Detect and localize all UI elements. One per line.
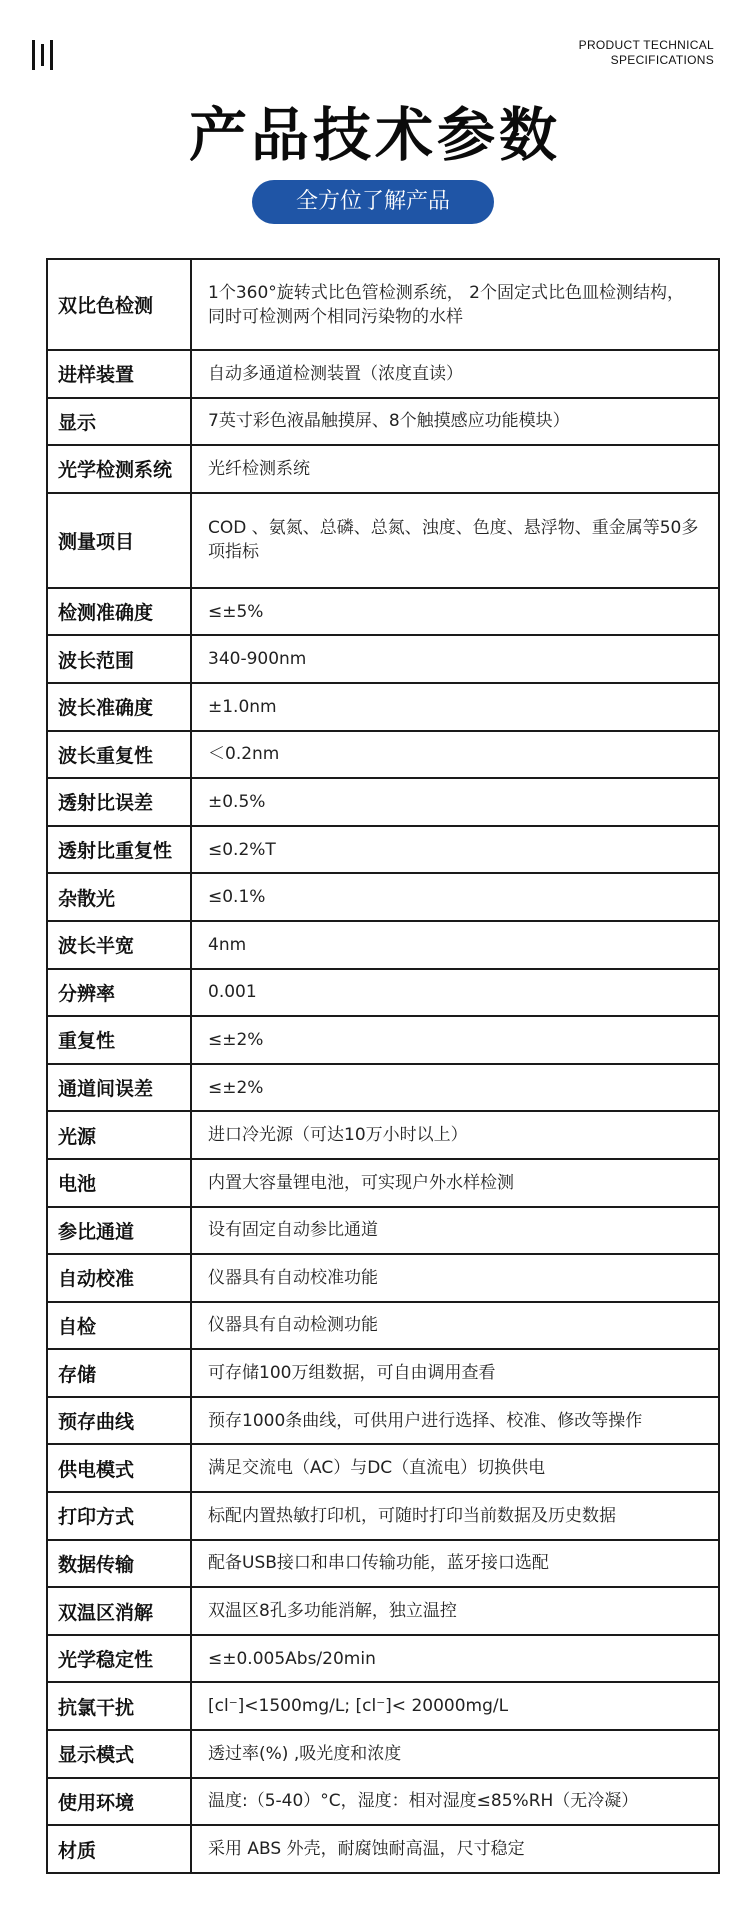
spec-label: 参比通道 xyxy=(47,1207,191,1255)
corner-caption-line2: SPECIFICATIONS xyxy=(610,53,714,67)
spec-value: 光纤检测系统 xyxy=(191,445,719,493)
spec-value: ≤±5% xyxy=(191,588,719,636)
spec-row xyxy=(47,259,719,350)
spec-label: 显示模式 xyxy=(47,1730,191,1778)
spec-value: ≤±2% xyxy=(191,1016,719,1064)
spec-row xyxy=(47,493,719,588)
spec-label: 存储 xyxy=(47,1349,191,1397)
spec-label: 波长准确度 xyxy=(47,683,191,731)
spec-label: 双比色检测 xyxy=(47,259,191,350)
spec-row xyxy=(47,588,719,636)
spec-value: ≤±0.005Abs/20min xyxy=(191,1635,719,1683)
spec-label: 重复性 xyxy=(47,1016,191,1064)
spec-row xyxy=(47,778,719,826)
spec-row xyxy=(47,445,719,493)
spec-value: 设有固定自动参比通道 xyxy=(191,1207,719,1255)
spec-value: 内置大容量锂电池，可实现户外水样检测 xyxy=(191,1159,719,1207)
spec-label: 材质 xyxy=(47,1825,191,1873)
spec-label: 检测准确度 xyxy=(47,588,191,636)
spec-label: 透射比重复性 xyxy=(47,826,191,874)
spec-label: 测量项目 xyxy=(47,493,191,588)
spec-row xyxy=(47,635,719,683)
spec-row xyxy=(47,1587,719,1635)
spec-value: 温度:（5-40）°C，湿度：相对湿度≤85%RH（无冷凝） xyxy=(191,1778,719,1826)
spec-label: 分辨率 xyxy=(47,969,191,1017)
spec-row xyxy=(47,1302,719,1350)
spec-row xyxy=(47,969,719,1017)
spec-label: 杂散光 xyxy=(47,873,191,921)
spec-row xyxy=(47,683,719,731)
spec-label: 使用环境 xyxy=(47,1778,191,1826)
spec-row xyxy=(47,1635,719,1683)
spec-value: ≤±2% xyxy=(191,1064,719,1112)
spec-value: ＜0.2nm xyxy=(191,731,719,779)
spec-value: 自动多通道检测装置（浓度直读） xyxy=(191,350,719,398)
spec-table xyxy=(46,258,720,1874)
spec-value: 透过率(%) ,吸光度和浓度 xyxy=(191,1730,719,1778)
spec-row xyxy=(47,1207,719,1255)
spec-value: ≤0.2%T xyxy=(191,826,719,874)
corner-caption xyxy=(579,38,714,68)
spec-label: 双温区消解 xyxy=(47,1587,191,1635)
spec-label: 显示 xyxy=(47,398,191,446)
spec-row xyxy=(47,826,719,874)
spec-row xyxy=(47,1159,719,1207)
spec-label: 供电模式 xyxy=(47,1444,191,1492)
spec-row xyxy=(47,1064,719,1112)
spec-label: 光学检测系统 xyxy=(47,445,191,493)
spec-row xyxy=(47,1730,719,1778)
spec-row xyxy=(47,398,719,446)
spec-value: 采用 ABS 外壳，耐腐蚀耐高温，尺寸稳定 xyxy=(191,1825,719,1873)
spec-label: 通道间误差 xyxy=(47,1064,191,1112)
spec-row xyxy=(47,1254,719,1302)
spec-row xyxy=(47,1682,719,1730)
spec-value: 340-900nm xyxy=(191,635,719,683)
spec-label: 波长半宽 xyxy=(47,921,191,969)
spec-label: 抗氯干扰 xyxy=(47,1682,191,1730)
spec-label: 自检 xyxy=(47,1302,191,1350)
corner-caption-line1: PRODUCT TECHNICAL xyxy=(578,38,714,52)
spec-row xyxy=(47,1111,719,1159)
spec-row xyxy=(47,731,719,779)
page-title: 产品技术参数 xyxy=(188,101,561,169)
spec-row xyxy=(47,1778,719,1826)
spec-value: 进口冷光源（可达10万小时以上） xyxy=(191,1111,719,1159)
spec-value: ±0.5% xyxy=(191,778,719,826)
spec-value: ≤0.1% xyxy=(191,873,719,921)
spec-row xyxy=(47,1825,719,1873)
spec-value: 可存储100万组数据，可自由调用查看 xyxy=(191,1349,719,1397)
spec-label: 数据传输 xyxy=(47,1540,191,1588)
spec-label: 波长范围 xyxy=(47,635,191,683)
spec-row xyxy=(47,1540,719,1588)
spec-value: 双温区8孔多功能消解，独立温控 xyxy=(191,1587,719,1635)
spec-label: 电池 xyxy=(47,1159,191,1207)
spec-value: 仪器具有自动检测功能 xyxy=(191,1302,719,1350)
spec-value: 1个360°旋转式比色管检测系统， 2个固定式比色皿检测结构， 同时可检测两个相同污染物的水样 xyxy=(191,259,719,350)
spec-value: 0.001 xyxy=(191,969,719,1017)
spec-value: [cl⁻]<1500mg/L; [cl⁻]< 20000mg/L xyxy=(191,1682,719,1730)
spec-value: COD 、氨氮、总磷、总氮、浊度、色度、悬浮物、重金属等50多项指标 xyxy=(191,493,719,588)
spec-label: 进样装置 xyxy=(47,350,191,398)
spec-row xyxy=(47,1349,719,1397)
spec-label: 光源 xyxy=(47,1111,191,1159)
spec-row xyxy=(47,1444,719,1492)
spec-value: 标配内置热敏打印机，可随时打印当前数据及历史数据 xyxy=(191,1492,719,1540)
spec-label: 打印方式 xyxy=(47,1492,191,1540)
spec-label: 预存曲线 xyxy=(47,1397,191,1445)
spec-label: 透射比误差 xyxy=(47,778,191,826)
spec-value: 仪器具有自动校准功能 xyxy=(191,1254,719,1302)
spec-label: 自动校准 xyxy=(47,1254,191,1302)
subtitle-pill-button: 全方位了解产品 xyxy=(252,180,494,224)
spec-label: 波长重复性 xyxy=(47,731,191,779)
spec-value: 7英寸彩色液晶触摸屏、8个触摸感应功能模块） xyxy=(191,398,719,446)
spec-value: 预存1000条曲线，可供用户进行选择、校准、修改等操作 xyxy=(191,1397,719,1445)
brand-logo-bars xyxy=(32,40,56,70)
spec-row xyxy=(47,350,719,398)
spec-value: 4nm xyxy=(191,921,719,969)
spec-row xyxy=(47,921,719,969)
spec-row xyxy=(47,1016,719,1064)
spec-value: 配备USB接口和串口传输功能，蓝牙接口选配 xyxy=(191,1540,719,1588)
spec-value: ±1.0nm xyxy=(191,683,719,731)
spec-value: 满足交流电（AC）与DC（直流电）切换供电 xyxy=(191,1444,719,1492)
spec-row xyxy=(47,873,719,921)
spec-label: 光学稳定性 xyxy=(47,1635,191,1683)
spec-row xyxy=(47,1492,719,1540)
spec-row xyxy=(47,1397,719,1445)
